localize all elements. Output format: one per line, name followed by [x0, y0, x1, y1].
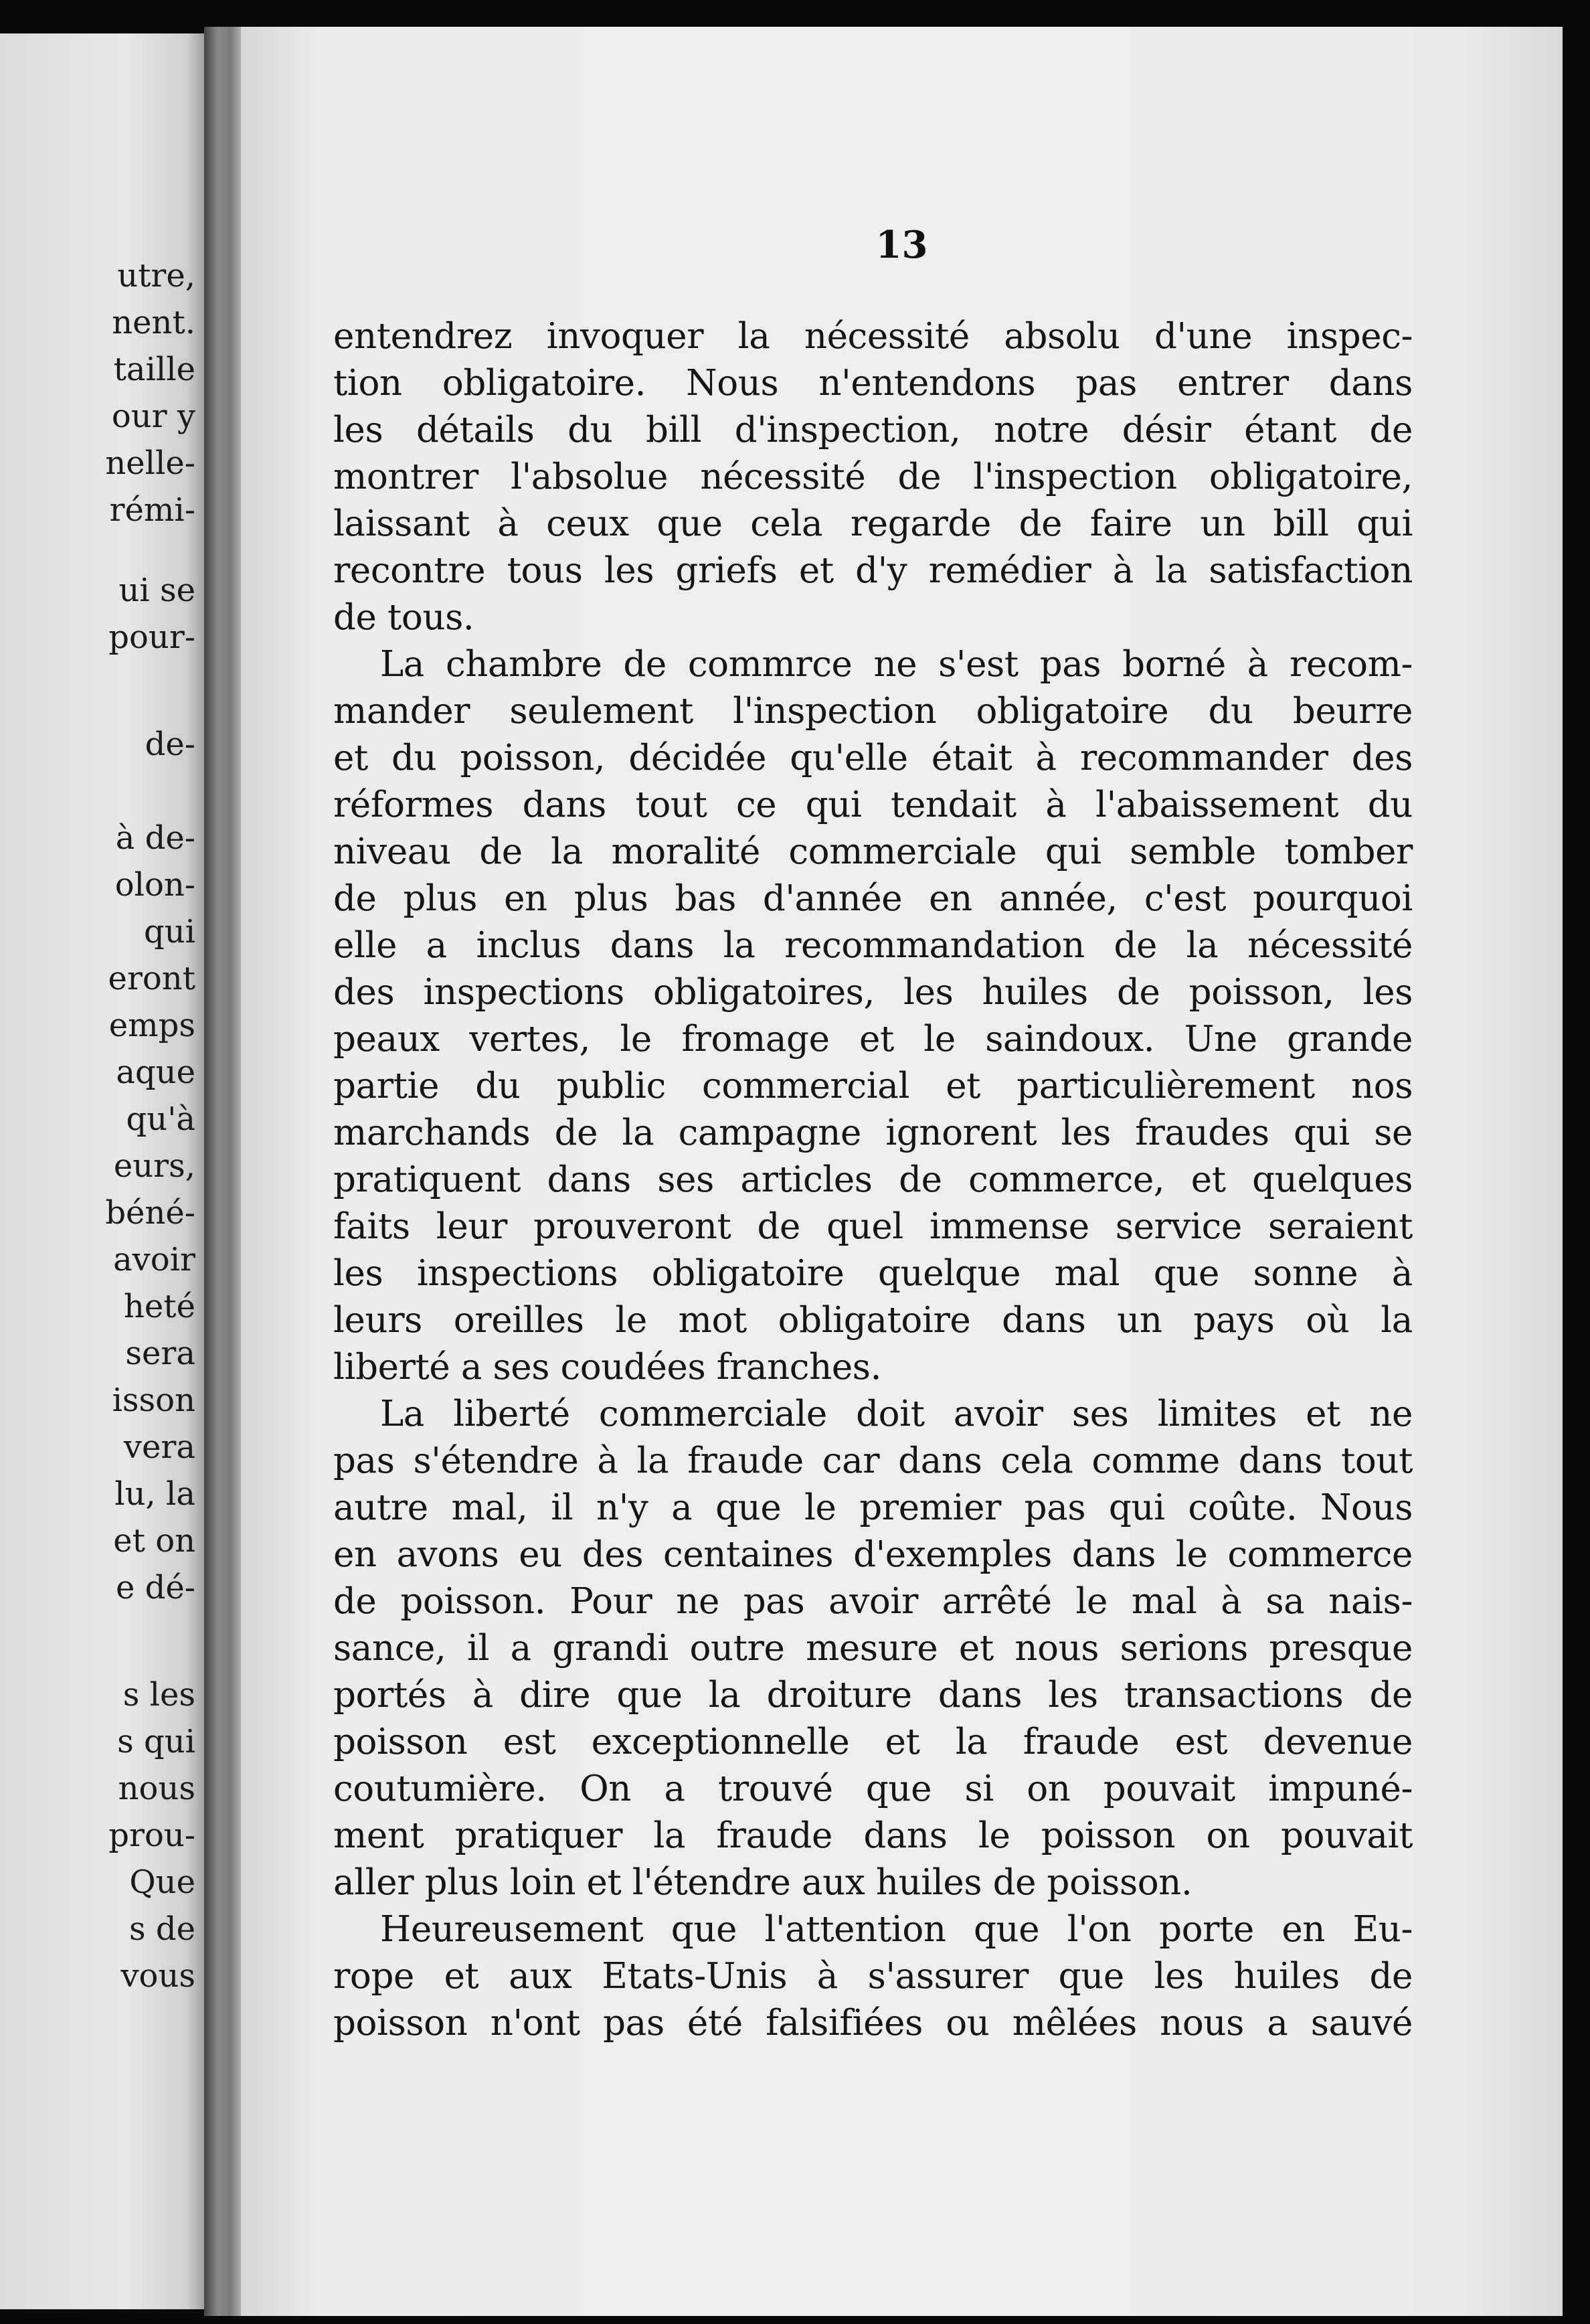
left-page-line-fragment: olon-: [114, 866, 195, 904]
left-page-line-fragment: nent.: [112, 304, 195, 341]
left-page-line-fragment: s de: [128, 1910, 195, 1948]
text-line: Heureusement que l'attention que l'on porte en Eu-: [380, 1909, 1413, 1950]
text-line: des inspections obligatoires, les huiles de poisson, les: [333, 972, 1413, 1013]
left-page-line-fragment: eront: [108, 960, 195, 997]
text-line: laissant à ceux que cela regarde de faire un bill qui: [333, 503, 1413, 544]
text-line: autre mal, il n'y a que le premier pas qui coûte. Nous: [333, 1487, 1413, 1528]
text-line: La chambre de commrce ne s'est pas borné à recom-: [380, 644, 1413, 685]
left-page-line-fragment: à de-: [115, 819, 195, 857]
body-text: [333, 313, 1590, 2047]
text-line: mander seulement l'inspection obligatoire du beurre: [333, 691, 1413, 732]
text-line: pratiquent dans ses articles de commerce, et quelques: [333, 1159, 1413, 1200]
text-line: elle a inclus dans la recommandation de la nécessité: [333, 925, 1413, 966]
text-line: partie du public commercial et particulièrement nos: [333, 1066, 1413, 1106]
left-page-line-fragment: nelle-: [105, 444, 195, 482]
left-page-line-fragment: vera: [123, 1428, 195, 1466]
text-line: de plus en plus bas d'année en année, c'est pourquoi: [333, 878, 1413, 919]
left-page-line-fragment: eurs,: [113, 1147, 195, 1185]
text-line: tion obligatoire. Nous n'entendons pas entrer dans: [333, 363, 1413, 404]
text-line: poisson n'ont pas été falsifiées ou mêlées nous a sauvé: [333, 2003, 1413, 2044]
left-page-line-fragment: isson: [112, 1382, 195, 1419]
left-page-line-fragment: our y: [111, 398, 195, 435]
text-line: faits leur prouveront de quel immense service seraient: [333, 1206, 1413, 1247]
text-line: et du poisson, décidée qu'elle était à recommander des: [333, 738, 1413, 778]
left-page-line-fragment: Que: [129, 1863, 195, 1901]
left-page-line-fragment: utre,: [117, 257, 195, 295]
text-line: les détails du bill d'inspection, notre désir étant de: [333, 410, 1413, 450]
text-line: leurs oreilles le mot obligatoire dans un pays où la: [333, 1300, 1413, 1341]
text-line: coutumière. On a trouvé que si on pouvait impuné-: [333, 1768, 1413, 1809]
left-page-line-fragment: heté: [123, 1288, 195, 1325]
text-line: poisson est exceptionnelle et la fraude est devenue: [333, 1722, 1413, 1762]
page-number: 13: [875, 223, 928, 267]
left-page-fragment: [0, 33, 207, 2309]
left-page-line-fragment: vous: [120, 1957, 195, 1995]
text-line: pas s'étendre à la fraude car dans cela comme dans tout: [333, 1440, 1413, 1481]
left-page-line-fragment: sera: [125, 1335, 195, 1372]
left-page-line-fragment: e dé-: [115, 1569, 195, 1606]
text-line: de tous.: [333, 597, 474, 638]
left-page-line-fragment: taille: [113, 351, 195, 388]
left-page-line-fragment: s qui: [117, 1723, 195, 1760]
left-page-line-fragment: pour-: [108, 618, 195, 656]
left-page-line-fragment: et on: [113, 1522, 195, 1560]
left-page-line-fragment: lu, la: [114, 1475, 195, 1513]
text-line: sance, il a grandi outre mesure et nous serions presque: [333, 1628, 1413, 1669]
left-page-line-fragment: ui se: [118, 572, 195, 609]
left-page-line-fragment: qu'à: [126, 1100, 195, 1138]
left-page-line-fragment: de-: [145, 726, 195, 763]
left-page-line-fragment: avoir: [113, 1241, 195, 1278]
left-page-line-fragment: aque: [116, 1054, 195, 1091]
text-line: rope et aux Etats-Unis à s'assurer que les huiles de: [333, 1956, 1413, 1997]
text-line: de poisson. Pour ne pas avoir arrêté le mal à sa nais-: [333, 1581, 1413, 1622]
left-page-line-fragment: prou-: [108, 1817, 195, 1854]
text-line: marchands de la campagne ignorent les fraudes qui se: [333, 1112, 1413, 1153]
text-line: réformes dans tout ce qui tendait à l'abaissement du: [333, 784, 1413, 825]
left-page-line-fragment: rémi-: [109, 491, 195, 529]
text-line: ment pratiquer la fraude dans le poisson on pouvait: [333, 1815, 1413, 1856]
left-page-line-fragment: s les: [122, 1676, 195, 1714]
left-page-line-fragment: nous: [118, 1770, 195, 1807]
text-line: niveau de la moralité commerciale qui semble tomber: [333, 831, 1413, 872]
text-line: en avons eu des centaines d'exemples dans le commerce: [333, 1534, 1413, 1575]
text-line: les inspections obligatoire quelque mal que sonne à: [333, 1253, 1413, 1294]
text-line: aller plus loin et l'étendre aux huiles de poisson.: [333, 1862, 1192, 1903]
text-line: montrer l'absolue nécessité de l'inspection obligatoire,: [333, 456, 1413, 497]
text-line: La liberté commerciale doit avoir ses limites et ne: [380, 1394, 1413, 1434]
text-line: liberté a ses coudées franches.: [333, 1347, 882, 1388]
text-line: entendrez invoquer la nécessité absolu d'une inspec-: [333, 316, 1413, 357]
page-gutter: [204, 27, 244, 2316]
main-page: [241, 27, 1563, 2316]
text-line: recontre tous les griefs et d'y remédier à la satisfaction: [333, 550, 1413, 591]
text-line: portés à dire que la droiture dans les transactions de: [333, 1675, 1413, 1716]
left-page-line-fragment: emps: [108, 1007, 195, 1044]
left-page-line-fragment: béné-: [105, 1194, 195, 1232]
text-line: peaux vertes, le fromage et le saindoux. Une grande: [333, 1019, 1413, 1060]
left-page-line-fragment: qui: [144, 913, 195, 950]
